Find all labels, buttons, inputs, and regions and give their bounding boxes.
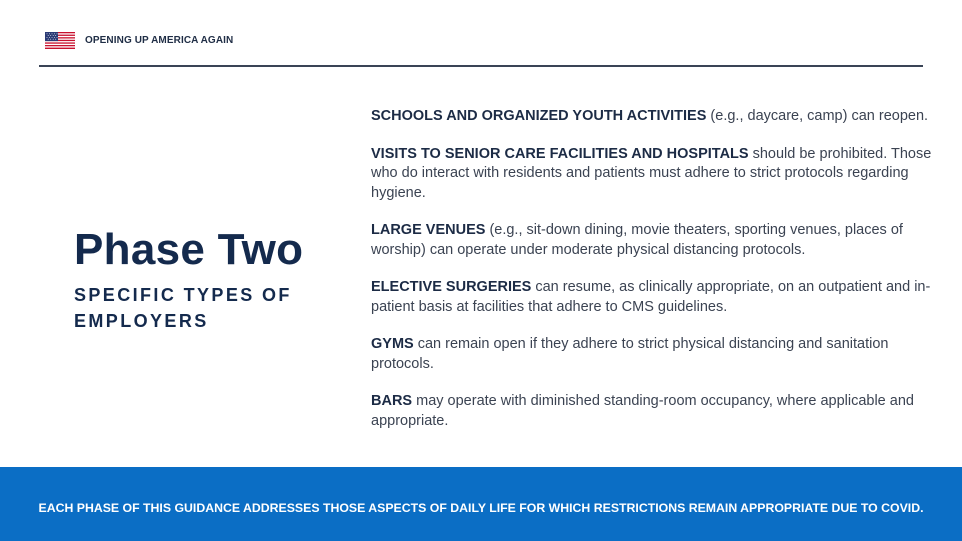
item-text: may operate with diminished standing-room occupancy, where applicable and appropriate. xyxy=(371,393,914,429)
page-subtitle: SPECIFIC TYPES OF EMPLOYERS xyxy=(74,285,292,331)
list-item xyxy=(371,278,936,317)
phase-heading xyxy=(74,224,314,334)
item-heading: ELECTIVE SURGERIES xyxy=(371,279,532,295)
item-heading: SCHOOLS AND ORGANIZED YOUTH ACTIVITIES xyxy=(371,108,707,124)
us-flag-icon xyxy=(45,32,75,49)
header-divider xyxy=(39,65,923,67)
footer-text: EACH PHASE OF THIS GUIDANCE ADDRESSES THOSE ASPECTS OF DAILY LIFE FOR WHICH RESTRICTIONS REMAIN APPROPRIATE DUE TO COVID. xyxy=(38,501,924,515)
item-heading: VISITS TO SENIOR CARE FACILITIES AND HOSPITALS xyxy=(371,145,749,162)
item-heading: LARGE VENUES xyxy=(371,222,486,238)
item-text: (e.g., daycare, camp) can reopen. xyxy=(706,108,929,124)
list-item xyxy=(371,221,936,260)
guidance-list xyxy=(371,107,936,449)
list-item xyxy=(371,107,936,127)
footer-banner xyxy=(0,467,962,541)
item-heading: GYMS xyxy=(371,336,414,352)
item-text: can resume, as clinically appropriate, on an outpatient and in-patient basis at facilities that adhere to CMS guidelines. xyxy=(371,279,931,315)
header-title: OPENING UP AMERICA AGAIN xyxy=(85,34,234,46)
item-heading: BARS xyxy=(371,393,413,409)
header xyxy=(45,31,233,49)
item-text: can remain open if they adhere to strict physical distancing and sanitation protocols. xyxy=(371,336,889,372)
list-item xyxy=(371,392,936,431)
item-text: (e.g., sit-down dining, movie theaters, sporting venues, places of worship) can operate under moderate physical distancing protocols. xyxy=(371,222,903,258)
item-text: should be prohibited. Those who do interact with residents and patients must adhere to strict protocols regarding hygiene. xyxy=(371,145,932,201)
page-title: Phase Two xyxy=(74,225,304,274)
list-item xyxy=(371,335,936,374)
list-item xyxy=(371,145,936,204)
